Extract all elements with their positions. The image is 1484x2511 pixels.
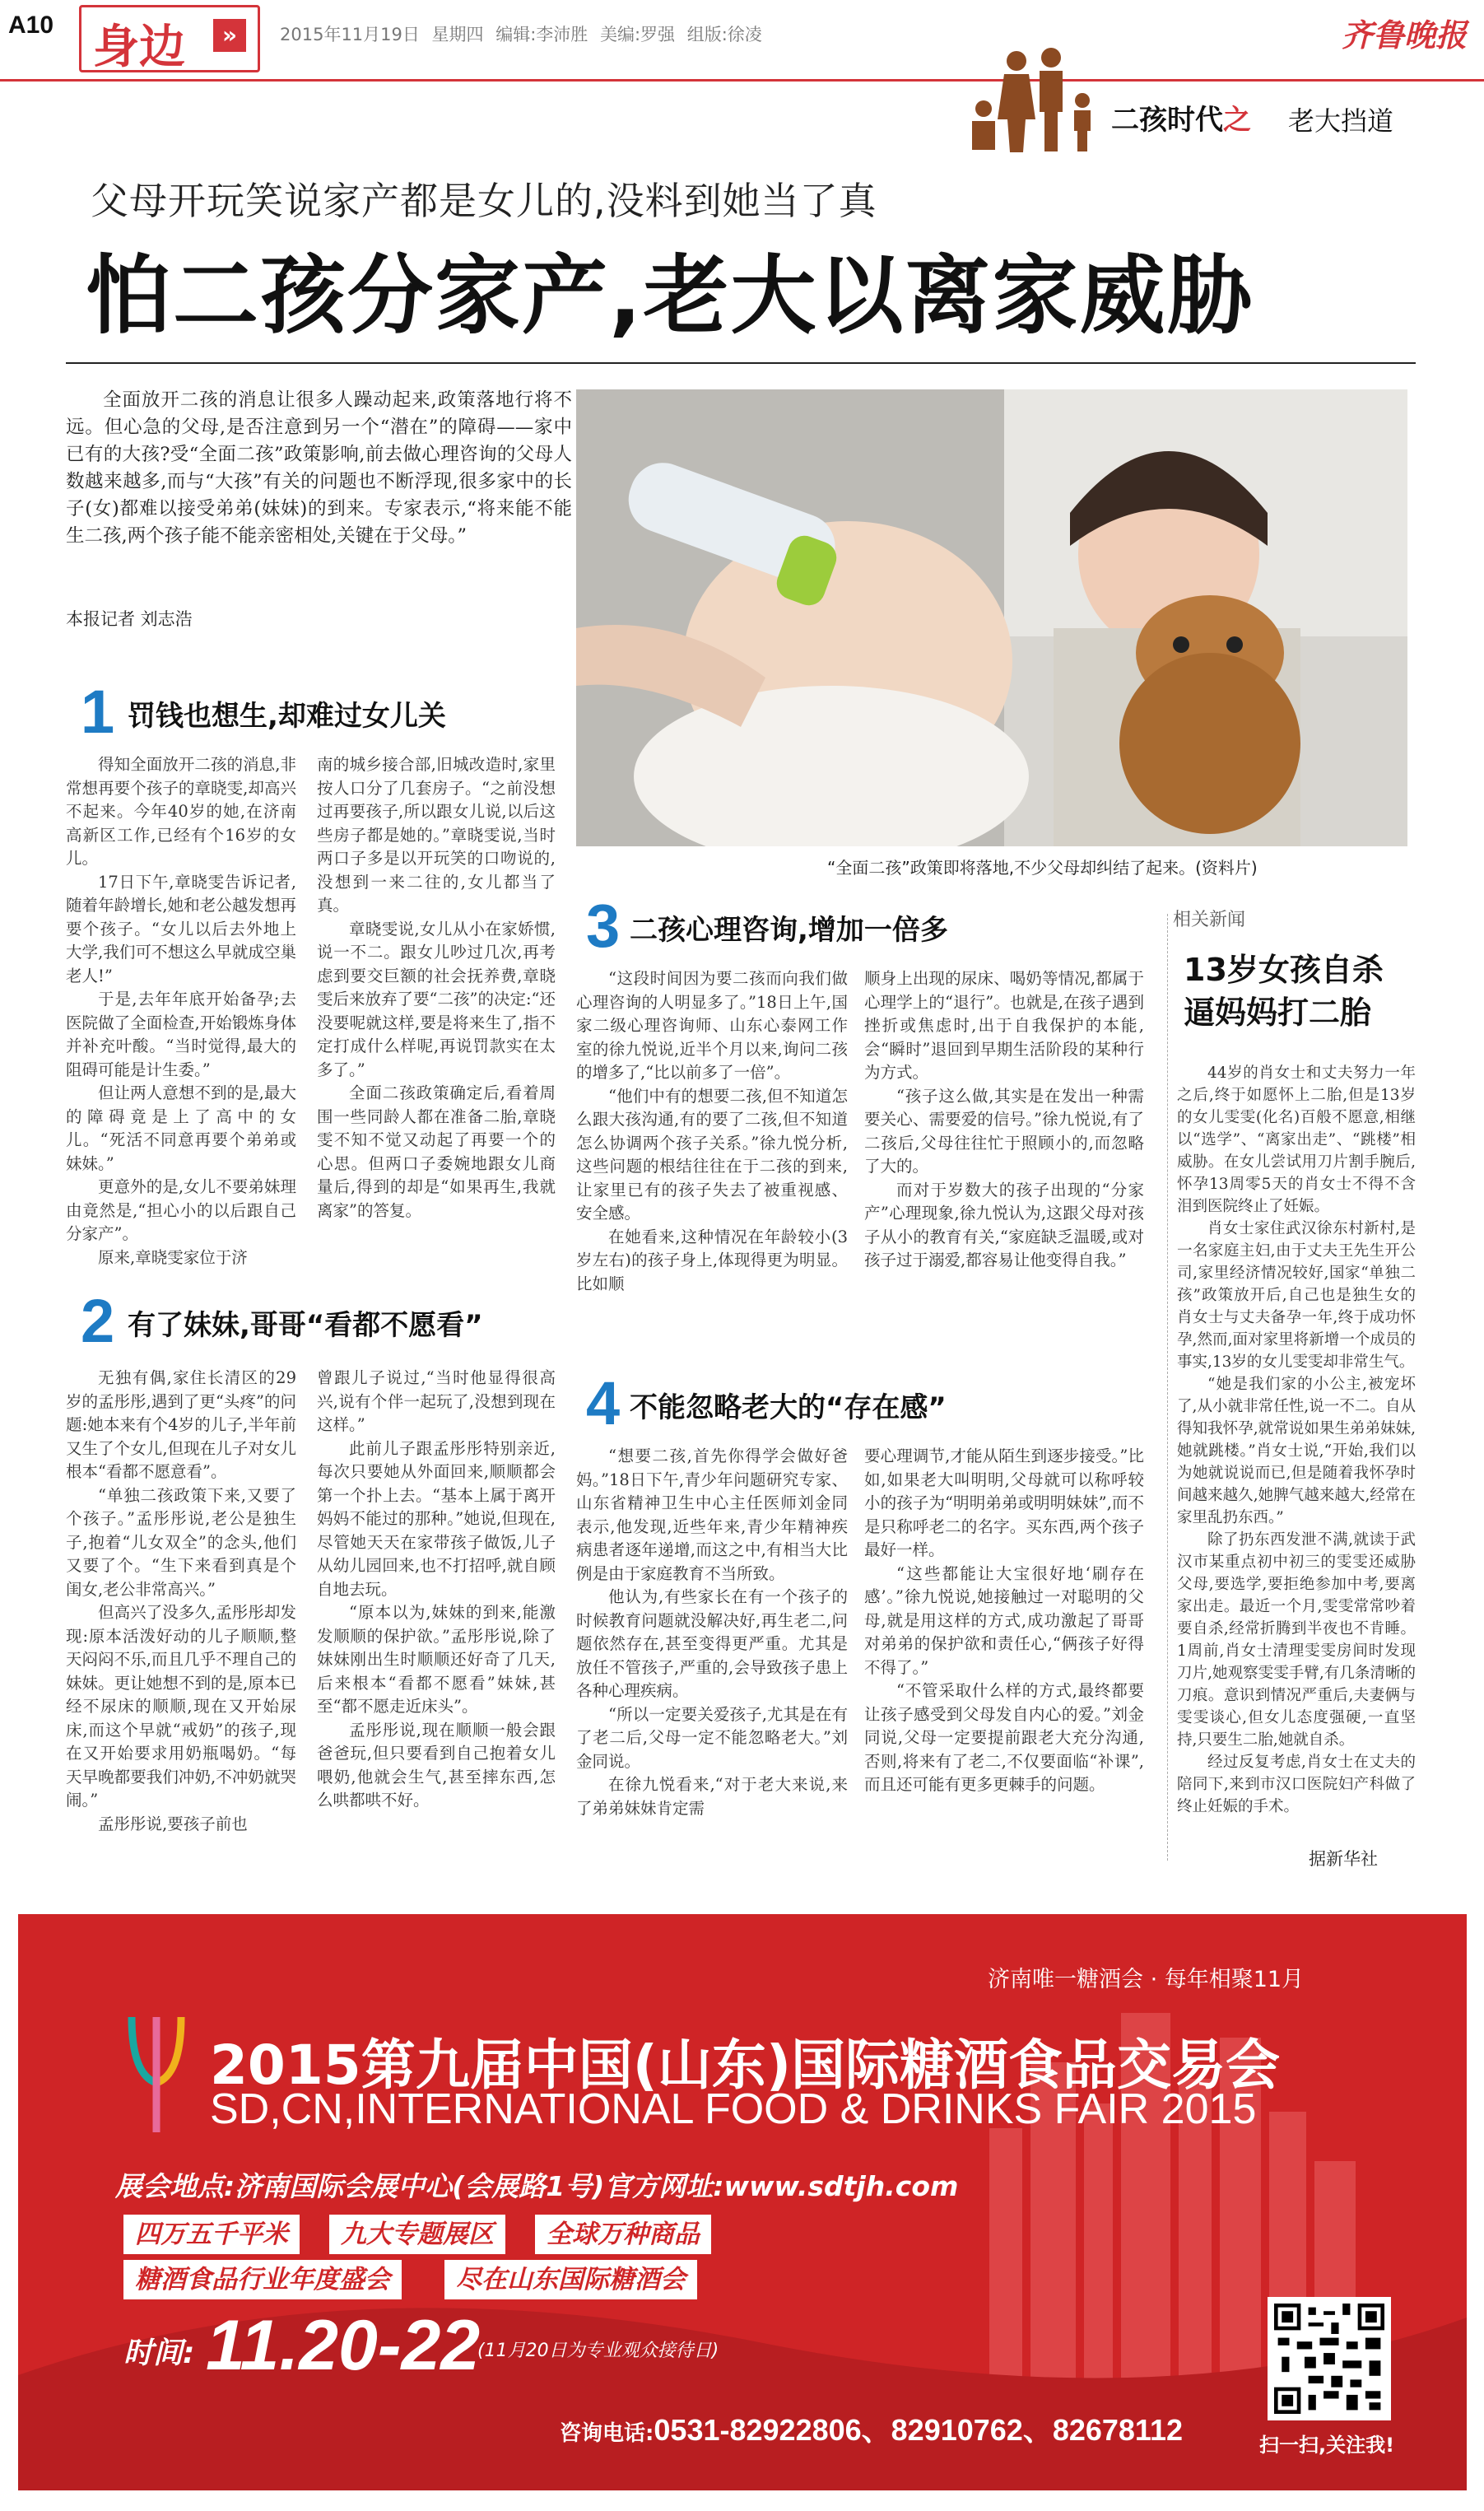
- chevron-right-icon: »: [213, 19, 246, 52]
- ad-banner: 糖酒食品行业年度盛会: [123, 2260, 402, 2299]
- paragraph: “这些都能让大宝很好地‘刷存在感’。”徐九悦说,她接触过一对聪明的父母,就是用这样的方式,成功激起了哥哥对弟弟的保护欲和责任心,“俩孩子好得不得了。”: [864, 1563, 1144, 1677]
- section-2-col-a: [66, 1367, 296, 1836]
- paragraph: “原本以为,妹妹的到来,能激发顺顺的保护欲。”孟彤彤说,除了妹妹刚出生时顺顺还好奇了几天,后来根本“看都不愿看”妹妹,甚至“都不愿走近床头”。: [317, 1603, 556, 1716]
- paragraph: “单独二孩政策下来,又要了个孩子。”孟彤彤说,老公是独生子,抱着“儿女双全”的念头,他们又要了个。“生下来看到真是个闺女,老公非常高兴。”: [66, 1485, 296, 1599]
- paragraph: 南的城乡接合部,旧城改造时,家里按人口分了几套房子。“之前没想过再要孩子,所以跟女儿说,以后这些房子都是她的。”章晓雯说,当时两口子多是以开玩笑的口吻说的,没想到一来二往的,女儿都当了真。: [317, 755, 556, 915]
- paragraph: “她是我们家的小公主,被宠坏了,从小就非常任性,说一不二。自从得知我怀孕,就常说如果生弟弟妹妹,她就跳楼。”肖女士说,“开始,我们以为她就说说而已,但是随着我怀孕时间越来越久,她脾气越来越大,经常在家里乱扔东西。”: [1177, 1376, 1416, 1526]
- paragraph: “不管采取什么样的方式,最终都要让孩子感受到父母发自内心的爱。”刘金同说,父母一定要提前跟老大充分沟通,否则,将来有了老二,不仅要面临“补课”,而且还可能有更多更棘手的问题。: [864, 1681, 1144, 1794]
- paragraph: 此前儿子跟孟彤彤特别亲近,每次只要她从外面回来,顺顺都会第一个扑上去。“基本上属于离开妈妈不能过的那种。”她说,但现在,尽管她天天在家带孩子做饭,儿子从幼儿园回来,也不打招呼,就自顾自地去玩。: [317, 1438, 556, 1599]
- series-tag: [1111, 97, 1251, 137]
- paragraph: 肖女士家住武汉徐东村新村,是一名家庭主妇,由于丈夫王先生开公司,家里经济情况较好,国家“单独二孩”政策放开后,自己也是独生女的肖女士与丈夫备孕一年,终于成功怀孕,然而,面对家里将新增一个成员的事实,13岁的女儿雯雯却非常生气。: [1177, 1220, 1416, 1371]
- paragraph: 孟彤彤说,要孩子前也: [98, 1814, 248, 1833]
- paragraph: 44岁的肖女士和丈夫努力一年之后,终于如愿怀上二胎,但是13岁的女儿雯雯(化名)百般不愿意,相继以“选学”、“离家出走”、“跳楼”相威胁。在女儿尝试用刀片割手腕后,怀孕13周零5天的肖女士不得不含泪到医院终止了妊娠。: [1177, 1064, 1416, 1215]
- paragraph: 于是,去年年底开始备孕;去医院做了全面检查,开始锻炼身体并补充叶酸。“当时觉得,最大的阻碍可能是计生委。”: [66, 990, 296, 1079]
- qr-code-icon[interactable]: [1268, 2297, 1391, 2420]
- ad-title: 2015第九届中国(山东)国际糖酒食品交易会: [210, 2033, 1281, 2097]
- paragraph: 而对于岁数大的孩子出现的“分家产”心理现象,徐九悦认为,这跟父母对孩子从小的教育有关,“家庭缺乏温暖,或对孩子过于溺爱,都容易让他变得自我。”: [864, 1180, 1144, 1269]
- ad-banner: 尽在山东国际糖酒会: [444, 2260, 697, 2299]
- ad-topline: 济南唯一糖酒会 · 每年相聚11月: [988, 1967, 1305, 1992]
- title-line: 13岁女孩自杀: [1184, 952, 1384, 988]
- section-3-col-a: [576, 967, 848, 1296]
- series-separator: 之: [1223, 104, 1251, 137]
- paragraph: 在徐九悦看来,“对于老大来说,来了弟弟妹妹肯定需: [576, 1775, 848, 1818]
- page-number: A10: [8, 12, 54, 39]
- paragraph: “孩子这么做,其实是在发出一种需要关心、需要爱的信号。”徐九悦说,有了二孩后,父母往往忙于照顾小的,而忽略了大的。: [864, 1086, 1144, 1176]
- trade-fair-logo-icon: [123, 2013, 189, 2136]
- contact-label: 咨询电话:: [560, 2421, 654, 2446]
- ad-banner: 全球万种商品: [535, 2215, 711, 2254]
- paragraph: 在她看来,这种情况在年龄较小(3岁左右)的孩子身上,体现得更为明显。比如顺: [576, 1227, 848, 1293]
- title-line: 逼妈妈打二胎: [1184, 995, 1372, 1031]
- paragraph: 经过反复考虑,肖女士在丈夫的陪同下,来到市汉口医院妇产科做了终止妊娠的手术。: [1177, 1754, 1416, 1815]
- paragraph: 全面二孩政策确定后,看着周围一些同龄人都在准备二胎,章晓雯不知不觉又动起了再要一个的心思。但两口子委婉地跟女儿商量后,得到的却是“如果再生,我就离家”的答复。: [317, 1083, 556, 1220]
- kicker: 父母开玩笑说家产都是女儿的,没料到她当了真: [91, 179, 877, 223]
- section-title: 不能忽略老大的“存在感”: [630, 1391, 947, 1424]
- section-3-col-b: [864, 967, 1144, 1273]
- paragraph: 他认为,有些家长在有一个孩子的时候教育问题就没解决好,再生老二,问题依然存在,甚至变得更严重。尤其是放任不管孩子,严重的,会导致孩子患上各种心理疾病。: [576, 1587, 848, 1700]
- paragraph: 章晓雯说,女儿从小在家娇惯,说一不二。跟女儿吵过几次,再考虑到要交巨额的社会抚养费,章晓雯后来放弃了要“二孩”的决定:“还没要呢就这样,要是将来生了,指不定打成什么样呢,再说罚款实在太多了。”: [317, 919, 556, 1079]
- section-name: 身边: [93, 21, 185, 74]
- paragraph: 除了扔东西发泄不满,就读于武汉市某重点初中初三的雯雯还威胁父母,要选学,要拒绝参加中考,要离家出走。最近一个月,雯雯常常吵着要自杀,经常折腾到半夜也不肯睡。1周前,肖女士清理雯雯房间时发现刀片,她观察雯雯手臂,有几条清晰的刀痕。意识到情况严重后,夫妻俩与雯雯谈心,但女儿态度强硬,一直坚持,只要生二胎,她就自杀。: [1177, 1531, 1416, 1749]
- paragraph: 得知全面放开二孩的消息,非常想再要个孩子的章晓雯,却高兴不起来。今年40岁的她,在济南高新区工作,已经有个16岁的女儿。: [66, 755, 296, 868]
- paragraph: “所以一定要关爱孩子,尤其是在有了老二后,父母一定不能忽略老大。”刘金同说。: [576, 1704, 848, 1771]
- ad-scan-prompt: 扫一扫,关注我!: [1259, 2434, 1395, 2457]
- section-4-col-a: [576, 1445, 848, 1820]
- paragraph: 但让两人意想不到的是,最大的障碍竟是上了高中的女儿。“死活不同意再要个弟弟或妹妹。”: [66, 1083, 296, 1173]
- paragraph: “他们中有的想要二孩,但不知道怎么跟大孩沟通,有的要了二孩,但不知道怎么协调两个孩子关系。”徐九悦分析,这些问题的根结往往在于二孩的到来,让家里已有的孩子失去了被重视感、安全感。: [576, 1086, 848, 1223]
- series-subtitle: 老大挡道: [1288, 105, 1394, 137]
- ad-venue[interactable]: 展会地点:济南国际会展中心(会展路1号)官方网址:www.sdtjh.com: [115, 2170, 959, 2202]
- paragraph: 要心理调节,才能从陌生到逐步接受。”比如,如果老大叫明明,父母就可以称呼较小的孩子为“明明弟弟或明明妹妹”,而不是只称呼老二的名字。买东西,两个孩子最好一样。: [864, 1447, 1144, 1559]
- ad-contact: [560, 2407, 1183, 2449]
- ad-time-label: 时间:: [123, 2336, 195, 2370]
- section-2-col-b: [317, 1367, 556, 1813]
- section-title: 罚钱也想生,却难过女儿关: [128, 700, 446, 733]
- section-1-col-a: [66, 753, 296, 1269]
- related-news-label: 相关新闻: [1173, 910, 1246, 930]
- news-source: 据新华社: [1309, 1849, 1378, 1869]
- ad-banner: 四万五千平米: [123, 2215, 300, 2254]
- headline: 怕二孩分家产,老大以离家威胁: [86, 245, 1254, 346]
- paragraph: 无独有偶,家住长清区的29岁的孟彤彤,遇到了更“头疼”的问题:她本来有个4岁的儿子,半年前又生了个女儿,但现在儿子对女儿根本“看都不愿意看”。: [66, 1368, 296, 1481]
- ad-banner: 九大专题展区: [329, 2215, 505, 2254]
- section-4-col-b: [864, 1445, 1144, 1797]
- section-number: 4: [586, 1369, 621, 1437]
- photo-illustration: [576, 389, 1407, 846]
- family-icon: [959, 43, 1107, 154]
- ad-time: 11.20-22: [206, 2306, 481, 2385]
- qr-code-graphic: [1274, 2304, 1384, 2414]
- paragraph: 原来,章晓雯家位于济: [98, 1247, 248, 1267]
- paragraph: 曾跟儿子说过,“当时他显得很高兴,说有个伴一起玩了,没想到现在这样。”: [317, 1368, 556, 1434]
- paragraph: 顺身上出现的尿床、喝奶等情况,都属于心理学上的“退行”。也就是,在孩子遇到挫折或焦虑时,出于自我保护的本能,会“瞬时”退回到早期生活阶段的某种行为方式。: [864, 969, 1144, 1082]
- related-news-body: [1177, 1062, 1416, 1818]
- paragraph: 更意外的是,女儿不要弟妹理由竟然是,“担心小的以后跟自己分家产”。: [66, 1177, 296, 1243]
- header-rule: [0, 79, 1484, 82]
- section-badge: [79, 5, 260, 72]
- ad-time-note: (11月20日为专业观众接待日): [477, 2341, 719, 2361]
- section-number: 2: [81, 1287, 115, 1355]
- section-number: 3: [586, 892, 621, 960]
- related-news-title: [1184, 948, 1384, 1034]
- ad-title-english: SD,CN,INTERNATIONAL FOOD & DRINKS FAIR 2015: [210, 2085, 1257, 2133]
- series-name: 二孩时代: [1111, 104, 1223, 137]
- issue-meta: 2015年11月19日 星期四 编辑:李沛胜 美编:罗强 组版:徐凌: [280, 25, 762, 44]
- paragraph: “这段时间因为要二孩而向我们做心理咨询的人明显多了。”18日上午,国家二级心理咨询师、山东心泰网工作室的徐九悦说,近半个月以来,询问二孩的增多了,“比以前多了一倍”。: [576, 969, 848, 1082]
- section-title: 有了妹妹,哥哥“看都不愿看”: [128, 1309, 483, 1342]
- lead-paragraph: 全面放开二孩的消息让很多人躁动起来,政策落地行将不远。但心急的父母,是否注意到另一个“潜在”的障碍——家中已有的大孩?受“全面二孩”政策影响,前去做心理咨询的父母人数越来越多,而与“大孩”有关的问题也不断浮现,很多家中的长子(女)都难以接受弟弟(妹妹)的到来。专家表示,“将来能不能生二孩,两个孩子能不能亲密相处,关键在于父母。”: [66, 389, 572, 547]
- paragraph: 孟彤彤说,现在顺顺一般会跟爸爸玩,但只要看到自己抱着女儿喂奶,他就会生气,甚至摔东西,怎么哄都哄不好。: [317, 1720, 556, 1810]
- article-photo: [576, 389, 1407, 846]
- paragraph: 17日下午,章晓雯告诉记者,随着年龄增长,她和老公越发想再要个孩子。“女儿以后去外地上大学,我们可不想这么早就成空巢老人!”: [66, 872, 296, 985]
- byline: 本报记者 刘志浩: [66, 609, 193, 629]
- newspaper-logo: 齐鲁晚报: [1342, 16, 1468, 54]
- contact-numbers[interactable]: 0531-82922806、82910762、82678112: [654, 2413, 1184, 2447]
- section-title: 二孩心理咨询,增加一倍多: [630, 914, 948, 947]
- photo-caption: “全面二孩”政策即将落地,不少父母却纠结了起来。(资料片): [827, 858, 1258, 878]
- section-1-col-b: [317, 753, 556, 1223]
- section-number: 1: [81, 678, 115, 746]
- headline-rule: [66, 362, 1416, 364]
- paragraph: “想要二孩,首先你得学会做好爸妈。”18日下午,青少年问题研究专家、山东省精神卫生中心主任医师刘金同表示,他发现,近些年来,青少年精神疾病患者逐年递增,而这之中,有相当大比例是由于家庭教育不当所致。: [576, 1447, 848, 1583]
- paragraph: 但高兴了没多久,孟彤彤却发现:原本活泼好动的儿子顺顺,整天闷闷不乐,而且几乎不理自己的妹妹。更让她想不到的是,原本已经不尿床的顺顺,现在又开始尿床,而这个早就“戒奶”的孩子,现在又开始要求用奶瓶喝奶。“每天早晚都要我们冲奶,不冲奶就哭闹。”: [66, 1603, 296, 1810]
